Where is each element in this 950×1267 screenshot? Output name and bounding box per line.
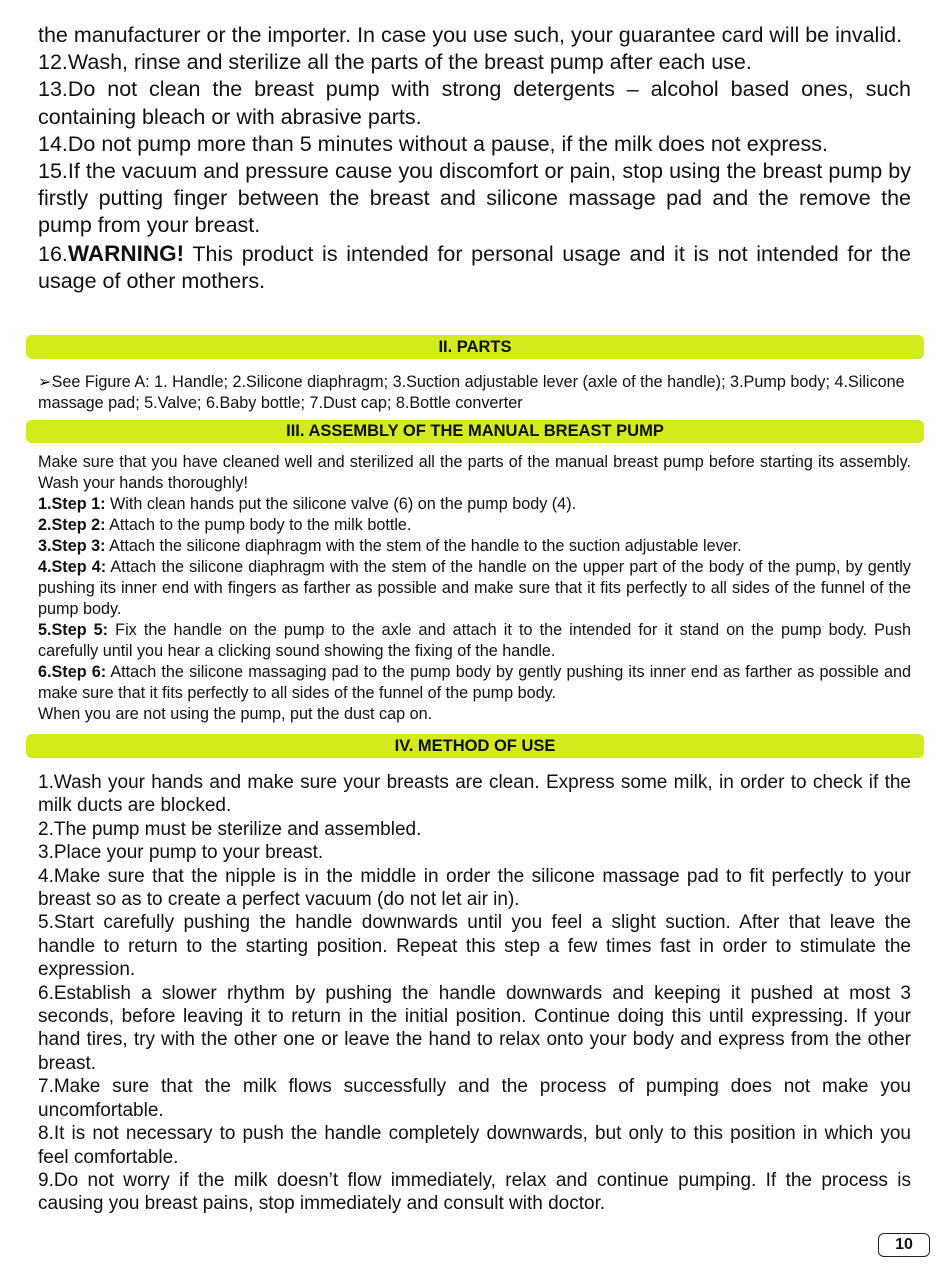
warning-continuation: the manufacturer or the importer. In case you use such, your guarantee card will be invalid.: [38, 23, 903, 47]
step-text: Attach the silicone massaging pad to the pump body by gently pushing its inner end as farther as possible and make sure that it fits perfectly to all sides of the funnel of the pump body.: [38, 663, 911, 702]
step-label: 2.Step 2:: [38, 516, 106, 534]
arrow-bullet-icon: ➢: [38, 373, 52, 391]
warning-item-13: 13.Do not clean the breast pump with strong detergents – alcohol based ones, such containing bleach or with abrasive parts.: [38, 77, 911, 129]
assembly-heading: III. ASSEMBLY OF THE MANUAL BREAST PUMP: [26, 420, 924, 443]
step-text: With clean hands put the silicone valve (6) on the pump body (4).: [105, 495, 577, 513]
warning-item-16-prefix: 16.: [38, 241, 68, 266]
assembly-step-1: [38, 494, 911, 515]
warning-item-14: 14.Do not pump more than 5 minutes without a pause, if the milk does not express.: [38, 131, 828, 156]
step-label: 3.Step 3:: [38, 537, 106, 555]
step-label: 5.Step 5:: [38, 621, 109, 639]
step-text: Fix the handle on the pump to the axle and attach it to the intended for it stand on the pump body. Push carefully until you hear a clicking sound showing the fixing of the handle.: [38, 621, 911, 660]
assembly-section: [38, 452, 911, 725]
method-heading: IV. METHOD OF USE: [26, 734, 924, 758]
parts-heading: II. PARTS: [26, 335, 924, 359]
step-label: 4.Step 4:: [38, 558, 107, 576]
method-item-1: 1.Wash your hands and make sure your breasts are clean. Express some milk, in order to check if the milk ducts are blocked.: [38, 772, 911, 817]
assembly-step-4: [38, 557, 911, 620]
method-item-5: 5.Start carefully pushing the handle downwards until you feel a slight suction. After that leave the handle to return to the starting position. Repeat this step a few times fast in order to stimulate the expression.: [38, 912, 911, 981]
method-item-2: 2.The pump must be sterilize and assembled.: [38, 818, 422, 840]
page-number: 10: [878, 1233, 930, 1257]
warning-item-16: [38, 240, 911, 295]
assembly-intro: Make sure that you have cleaned well and sterilized all the parts of the manual breast pump before starting its assembly. Wash your hands thoroughly!: [38, 453, 911, 492]
method-list: [38, 771, 911, 1216]
step-text: Attach the silicone diaphragm with the stem of the handle to the suction adjustable lever.: [105, 537, 742, 555]
warnings-list: [38, 22, 911, 295]
assembly-step-6: [38, 662, 911, 704]
warning-item-16-text: This product is intended for personal usage and it is not intended for the usage of other mothers.: [38, 241, 911, 293]
warning-item-12: 12.Wash, rinse and sterilize all the parts of the breast pump after each use.: [38, 50, 752, 75]
method-item-4: 4.Make sure that the nipple is in the middle in order the silicone massage pad to fit perfectly to your breast so as to create a perfect vacuum (do not let air in).: [38, 865, 911, 911]
step-text: Attach to the pump body to the milk bottle.: [105, 516, 412, 534]
step-label: 6.Step 6:: [38, 663, 107, 681]
warning-label: WARNING!: [67, 240, 185, 266]
method-item-9: 9.Do not worry if the milk doesn’t flow immediately, relax and continue pumping. If the process is causing you breast pains, stop immediately and consult with doctor.: [38, 1169, 911, 1215]
assembly-step-3: [38, 536, 911, 557]
method-item-3: 3.Place your pump to your breast.: [38, 842, 324, 864]
assembly-step-5: [38, 620, 911, 662]
step-text: Attach the silicone diaphragm with the stem of the handle on the upper part of the body of the pump, by gently pushing its inner end with fingers as farther as possible and make sure that it fits perfectly to all sides of the funnel of the pump body.: [38, 558, 911, 618]
warning-item-15: 15.If the vacuum and pressure cause you discomfort or pain, stop using the breast pump by firstly putting finger between the breast and silicone massage pad and the remove the pump from your breast.: [38, 159, 911, 238]
method-item-7: 7.Make sure that the milk flows successfully and the process of pumping does not make you uncomfortable.: [38, 1076, 911, 1121]
parts-list: [38, 372, 911, 414]
assembly-step-2: [38, 515, 911, 536]
parts-text: See Figure A: 1. Handle; 2.Silicone diaphragm; 3.Suction adjustable lever (axle of the handle); 3.Pump body; 4.Silicone massage pad; 5.Valve; 6.Baby bottle; 7.Dust cap; 8.Bottle converter: [38, 373, 905, 412]
method-item-8: 8.It is not necessary to push the handle completely downwards, but only to this position in which you feel comfortable.: [38, 1123, 911, 1168]
step-label: 1.Step 1:: [38, 495, 106, 513]
method-item-6: 6.Establish a slower rhythm by pushing the handle downwards and keeping it pushed at most 3 seconds, before leaving it to return in the initial position. Continue doing this until expressing. If your hand tires, try with the other one or leave the hand to relax onto your body and express from the other breast.: [38, 982, 911, 1074]
assembly-outro: When you are not using the pump, put the dust cap on.: [38, 705, 433, 723]
